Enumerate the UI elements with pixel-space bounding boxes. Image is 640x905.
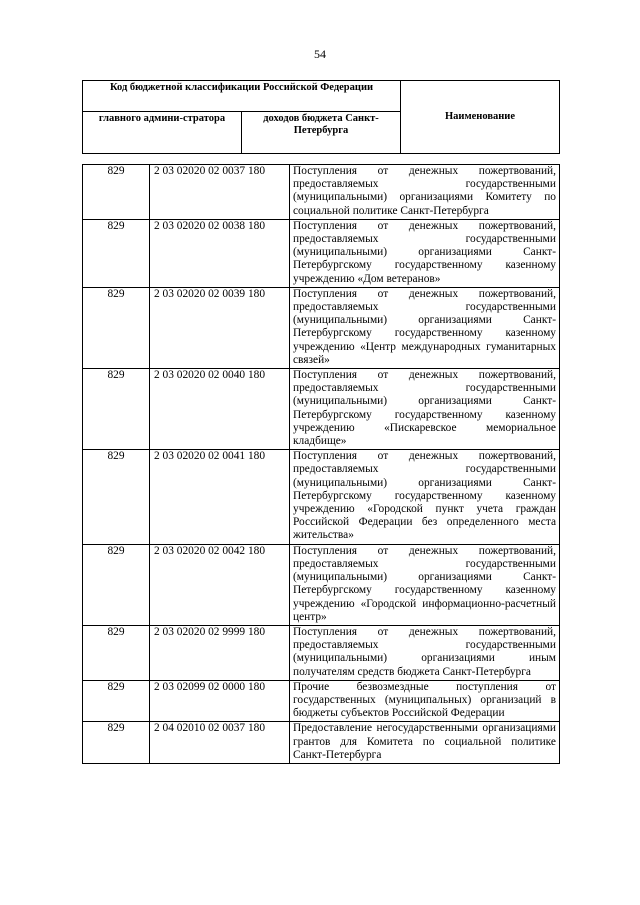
income-code-cell: 2 03 02020 02 9999 180 xyxy=(150,625,290,680)
table-row xyxy=(83,287,560,368)
table-row xyxy=(83,680,560,722)
admin-code-cell: 829 xyxy=(83,544,150,625)
income-code-cell: 2 03 02020 02 0038 180 xyxy=(150,219,290,287)
page-number: 54 xyxy=(314,47,326,61)
table-row xyxy=(83,165,560,220)
income-code-cell: 2 04 02010 02 0037 180 xyxy=(150,722,290,764)
name-cell: Поступления от денежных пожертвований, предоставляемых государственными (муниципальными) организациями иным получателям средств бюджета Санкт-Петербурга xyxy=(290,625,560,680)
income-code-cell: 2 03 02020 02 0039 180 xyxy=(150,287,290,368)
header-name-column: Наименование xyxy=(401,81,560,154)
table-row xyxy=(83,450,560,544)
table-row xyxy=(83,544,560,625)
admin-code-cell: 829 xyxy=(83,287,150,368)
name-cell: Поступления от денежных пожертвований, предоставляемых государственными (муниципальными) организациями Санкт-Петербургскому государственному казенному учреждению «Центр международных гуманитарных связей» xyxy=(290,287,560,368)
classification-table xyxy=(82,164,560,764)
admin-code-cell: 829 xyxy=(83,680,150,722)
admin-code-cell: 829 xyxy=(83,450,150,544)
name-cell: Прочие безвозмездные поступления от государственных (муниципальных) организаций в бюджеты субъектов Российской Федерации xyxy=(290,680,560,722)
name-cell: Предоставление негосударственными организациями грантов для Комитета по социальной политике Санкт-Петербурга xyxy=(290,722,560,764)
income-code-cell: 2 03 02020 02 0041 180 xyxy=(150,450,290,544)
admin-code-cell: 829 xyxy=(83,722,150,764)
header-admin-column: главного админи-стратора xyxy=(83,112,242,154)
header-classification-title: Код бюджетной классификации Российской Федерации xyxy=(83,81,401,112)
table-header xyxy=(82,80,560,154)
admin-code-cell: 829 xyxy=(83,165,150,220)
table-row xyxy=(83,219,560,287)
income-code-cell: 2 03 02020 02 0037 180 xyxy=(150,165,290,220)
name-cell: Поступления от денежных пожертвований, предоставляемых государственными (муниципальными) организациями Санкт-Петербургскому государственному казенному учреждению «Пискаревское мемориальное кладбище» xyxy=(290,369,560,450)
admin-code-cell: 829 xyxy=(83,219,150,287)
table-row xyxy=(83,722,560,764)
income-code-cell: 2 03 02099 02 0000 180 xyxy=(150,680,290,722)
name-cell: Поступления от денежных пожертвований, предоставляемых государственными (муниципальными) организациями Санкт-Петербургскому государственному казенному учреждению «Городской информационно-расчетный центр» xyxy=(290,544,560,625)
admin-code-cell: 829 xyxy=(83,625,150,680)
income-code-cell: 2 03 02020 02 0042 180 xyxy=(150,544,290,625)
income-code-cell: 2 03 02020 02 0040 180 xyxy=(150,369,290,450)
name-cell: Поступления от денежных пожертвований, предоставляемых государственными (муниципальными) организациями Санкт-Петербургскому государственному казенному учреждению «Городской пункт учета граждан Российской Федерации без определенного места жительства» xyxy=(290,450,560,544)
name-cell: Поступления от денежных пожертвований, предоставляемых государственными (муниципальными) организациями Комитету по социальной политике Санкт-Петербурга xyxy=(290,165,560,220)
table-row xyxy=(83,369,560,450)
table-row xyxy=(83,625,560,680)
name-cell: Поступления от денежных пожертвований, предоставляемых государственными (муниципальными) организациями Санкт-Петербургскому государственному казенному учреждению «Дом ветеранов» xyxy=(290,219,560,287)
admin-code-cell: 829 xyxy=(83,369,150,450)
header-income-column: доходов бюджета Санкт-Петербурга xyxy=(242,112,401,154)
